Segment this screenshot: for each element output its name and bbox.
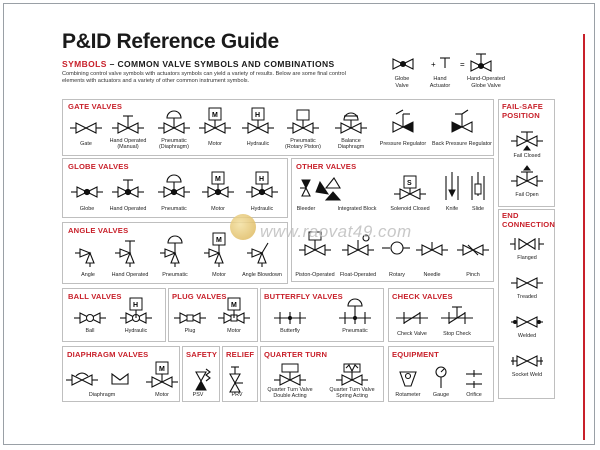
butterfly-pneumatic-valve-icon <box>339 299 371 324</box>
label-float-operated: Float-Operated <box>339 272 377 278</box>
globe-valve-icon <box>71 187 103 197</box>
balance-diaphragm-valve-icon <box>335 113 367 133</box>
label-gate-rotary: Pneumatic (Rotary Piston) <box>285 138 321 151</box>
label-globe-hand: Hand Operated <box>109 206 147 212</box>
label-bleeder: Bleeder <box>296 206 316 212</box>
panel-title-check: CHECK VALVES <box>392 292 453 301</box>
prv-icon <box>230 367 243 392</box>
legend-plus: + <box>431 60 436 69</box>
label-globe-hydraulic: Hydraulic <box>250 206 274 212</box>
label-angle: Angle <box>81 272 95 278</box>
watermark-logo <box>230 214 256 240</box>
label-gate-motor: Motor <box>208 141 222 147</box>
panel-title-ball: BALL VALVES <box>68 292 122 301</box>
label-rotary: Rotary <box>389 272 405 278</box>
label-diaphragm-motor: Motor <box>155 392 169 398</box>
label-orifice: Orifice <box>466 392 482 398</box>
angle-hand-valve-icon <box>115 241 135 267</box>
fail-closed-icon <box>511 132 543 150</box>
panel-title-safety: SAFETY <box>186 350 218 359</box>
label-piston-operated: Piston-Operated <box>295 272 335 278</box>
knife-valve-icon <box>446 172 458 200</box>
label-quarter-double: Quarter Turn Valve Double Acting <box>267 387 313 400</box>
subtitle-rest: – COMMON VALVE SYMBOLS AND COMBINATIONS <box>106 59 335 69</box>
pressure-regulator-icon <box>393 110 413 132</box>
label-globe: Globe <box>79 206 95 212</box>
label-check-valve: Check Valve <box>397 331 427 337</box>
globe-hydraulic-valve-icon <box>246 172 278 197</box>
legend-label-result: Hand-Operated Globe Valve <box>467 76 505 89</box>
legend-label-globe: Globe Valve <box>394 76 410 89</box>
quarter-turn-double-icon <box>274 364 306 385</box>
label-angle-blowdown: Angle Blowdown <box>242 272 282 278</box>
gate-motor-valve-icon <box>199 108 231 133</box>
label-pinch: Pinch <box>466 272 480 278</box>
label-ball: Ball <box>85 328 95 334</box>
globe-hand-valve-icon <box>112 180 144 197</box>
angle-motor-valve-icon <box>204 233 225 267</box>
ball-valve-icon <box>74 313 106 323</box>
globe-motor-valve-icon <box>202 172 234 197</box>
svg-text:S: S <box>407 180 412 187</box>
gate-hand-valve-icon <box>112 116 144 133</box>
angle-valve-icon <box>75 249 94 267</box>
label-fail-open: Fail Open <box>515 192 539 198</box>
butterfly-valve-icon <box>274 312 306 324</box>
gate-rotary-piston-valve-icon <box>287 110 319 133</box>
label-angle-hand: Hand Operated <box>111 272 149 278</box>
back-pressure-regulator-icon <box>452 110 472 132</box>
plug-valve-icon <box>174 313 206 323</box>
gauge-icon <box>436 367 446 388</box>
slide-valve-icon <box>472 172 484 200</box>
legend-equals: = <box>460 60 465 69</box>
check-valve-icon <box>396 312 428 324</box>
threaded-end-icon <box>511 278 543 288</box>
solenoid-closed-valve-icon <box>394 176 426 199</box>
label-integrated-block: Integrated Block <box>337 206 377 212</box>
label-angle-motor: Motor <box>212 272 226 278</box>
panel-title-butterfly: BUTTERFLY VALVES <box>264 292 343 301</box>
label-solenoid-closed: Solenoid Closed <box>390 206 430 212</box>
panel-title-globe: GLOBE VALVES <box>68 162 129 171</box>
angle-blowdown-valve-icon <box>247 243 268 267</box>
label-plug: Plug <box>184 328 196 334</box>
legend-label-hand: Hand Actuator <box>429 76 451 89</box>
panel-title-equipment: EQUIPMENT <box>392 350 439 359</box>
gate-hydraulic-valve-icon <box>242 108 274 133</box>
label-gate: Gate <box>80 141 92 147</box>
label-pressure-regulator: Pressure Regulator <box>379 141 427 147</box>
quarter-turn-spring-icon <box>336 364 368 385</box>
plug-motor-valve-icon <box>218 298 250 323</box>
fail-open-icon <box>511 166 543 186</box>
label-angle-pneumatic: Pneumatic <box>162 272 188 278</box>
label-butterfly: Butterfly <box>280 328 300 334</box>
panel-title-angle: ANGLE VALVES <box>68 226 129 235</box>
panel-title-quarter: QUARTER TURN <box>264 350 328 359</box>
gate-pneumatic-valve-icon <box>158 111 190 133</box>
label-fail-closed: Fail Closed <box>513 153 541 159</box>
label-psv: PSV <box>192 392 204 398</box>
diaphragm-motor-valve-icon <box>146 362 178 387</box>
label-slide: Slide <box>472 206 484 212</box>
pinch-valve-icon <box>457 245 489 255</box>
welded-end-icon <box>511 317 543 327</box>
label-flanged: Flanged <box>517 255 537 261</box>
panel-title-plug: PLUG VALVES <box>172 292 227 301</box>
intro-text: Combining control valve symbols with actuators symbols can yield a variety of results. Below are some final control elements with actuators and a variety of other common instrument symbols. <box>62 71 346 84</box>
label-gauge: Gauge <box>432 392 450 398</box>
panel-title-diaphragm: DIAPHRAGM VALVES <box>67 350 149 359</box>
rotameter-icon <box>400 372 416 386</box>
label-needle: Needle <box>423 272 441 278</box>
label-back-pressure-regulator: Back Pressure Regulator <box>432 141 492 147</box>
ball-hydraulic-valve-icon <box>120 298 152 323</box>
panel-title-other: OTHER VALVES <box>296 162 357 171</box>
diaphragm-valve-icon <box>66 373 98 385</box>
label-socket-weld: Socket Weld <box>511 372 543 378</box>
panel-title-endconn: END CONNECTION <box>502 211 556 229</box>
label-globe-pneumatic: Pneumatic <box>161 206 187 212</box>
needle-valve-icon <box>416 242 448 255</box>
label-diaphragm: Diaphragm <box>88 392 116 398</box>
gate-valve-icon <box>70 123 102 133</box>
socket-weld-end-icon <box>511 356 543 366</box>
label-knife: Knife <box>445 206 459 212</box>
panel-title-relief: RELIEF <box>226 350 255 359</box>
subtitle-red: SYMBOLS <box>62 59 107 69</box>
label-treaded: Treaded <box>517 294 537 300</box>
label-plug-motor: Motor <box>227 328 241 334</box>
label-welded: Welded <box>517 333 537 339</box>
diaphragm-shape-icon <box>112 374 128 384</box>
label-rotameter: Rotameter <box>395 392 421 398</box>
globe-pneumatic-valve-icon <box>158 175 190 197</box>
psv-icon <box>196 369 210 390</box>
label-ball-hydraulic: Hydraulic <box>124 328 148 334</box>
label-gate-hydraulic: Hydraulic <box>246 141 270 147</box>
label-stop-check: Stop Check <box>443 331 471 337</box>
integrated-block-valve-icon <box>316 178 340 200</box>
angle-pneumatic-valve-icon <box>160 236 182 267</box>
stop-check-valve-icon <box>441 307 473 324</box>
label-gate-hand: Hand Operated (Manual) <box>109 138 147 151</box>
watermark-text: www.raovat49.com <box>260 222 412 241</box>
label-balance-diaphragm: Balance Diaphragm <box>337 138 365 151</box>
label-globe-motor: Motor <box>211 206 225 212</box>
orifice-icon <box>466 370 482 388</box>
label-quarter-spring: Quarter Turn Valve Spring Acting <box>329 387 375 400</box>
page-title: P&ID Reference Guide <box>62 30 279 53</box>
rotary-valve-icon <box>382 242 410 254</box>
label-prv: PRV <box>231 392 243 398</box>
label-gate-pneumatic: Pneumatic (Diaphragm) <box>159 138 189 151</box>
panel-title-gate: GATE VALVES <box>68 102 123 111</box>
bleeder-valve-icon <box>300 180 310 196</box>
label-butterfly-pneumatic: Pneumatic <box>342 328 368 334</box>
flanged-end-icon <box>510 238 544 250</box>
panel-title-failsafe: FAIL-SAFE POSITION <box>502 102 544 120</box>
